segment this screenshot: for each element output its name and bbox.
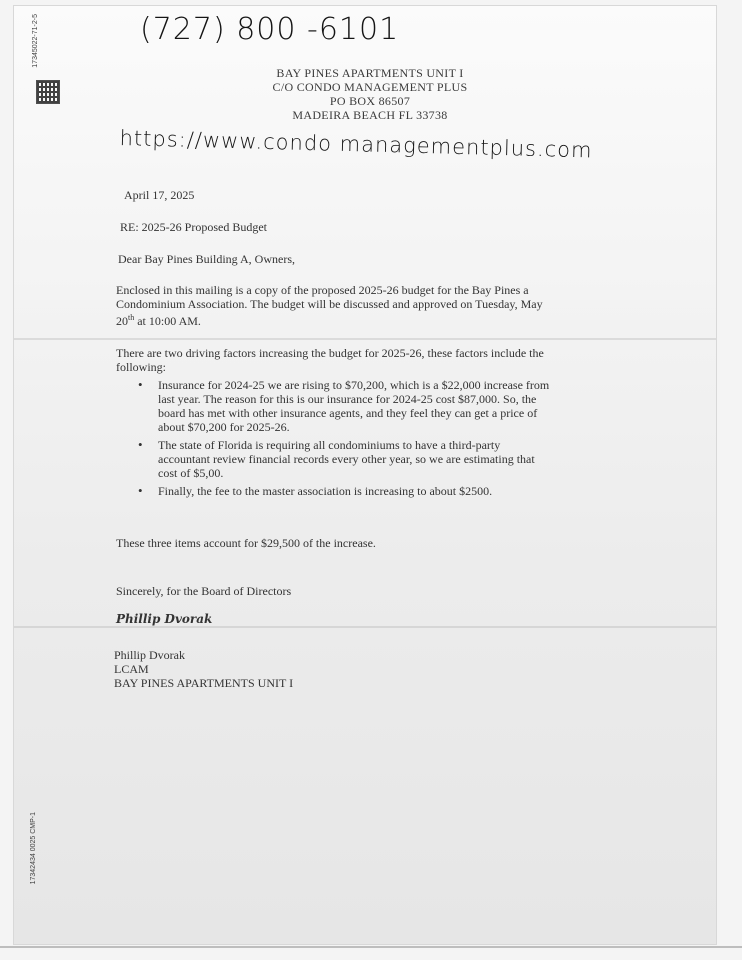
bullet-text-line: about $70,200 for 2025-26. [158,420,290,434]
paragraph-factors-line: There are two driving factors increasing the budget for 2025-26, these factors include the [116,346,544,360]
list-item [134,438,634,480]
paragraph-intro-line: Enclosed in this mailing is a copy of the proposed 2025-26 budget for the Bay Pines a [116,283,529,297]
closing-line: Sincerely, for the Board of Directors [116,584,292,598]
letterhead-line-1: BAY PINES APARTMENTS UNIT I [276,66,464,80]
meeting-time: at 10:00 AM. [134,314,201,328]
letterhead-line-3: PO BOX 86507 [329,94,411,108]
bullet-text-line: last year. The reason for this is our insurance for 2024-25 cost $87,000. So, the [158,392,537,406]
list-item [134,378,634,434]
list-item [134,484,634,498]
fold-line-upper [14,338,716,340]
meeting-day: 20 [116,314,128,328]
bullet-text-line: accountant review financial records every other year, so we are estimating that [158,452,535,466]
summary-line: These three items account for $29,500 of the increase. [116,536,376,550]
bullet-text-line: board has met with other insurance agents, and they feel they can get a price of [158,406,538,420]
bullet-text-line: • The state of Florida is requiring all condominiums to have a third-party [158,438,501,452]
bullet-text-line: cost of $5,00. [158,466,224,480]
paragraph-intro-line [116,311,636,328]
bullet-list [134,378,634,502]
letter-subject: RE: 2025-26 Proposed Budget [120,220,267,234]
signer-name: Phillip Dvorak [114,648,185,662]
handwritten-website: https://www.condo managementplus.com [119,126,593,163]
fold-line-lower [14,626,716,628]
paragraph-intro [116,283,636,328]
letterhead-line-4: MADEIRA BEACH FL 33738 [292,108,448,122]
handwritten-phone: (727) 800 -6101 [140,12,400,47]
side-barcode-text-top: 17345022-71-2-5 [32,14,39,68]
signer-title: LCAM [114,662,149,676]
letter-salutation: Dear Bay Pines Building A, Owners, [118,252,295,266]
bullet-text-line: • Insurance for 2024-25 we are rising to $70,200, which is a $22,000 increase from [158,378,550,392]
signer-organization: BAY PINES APARTMENTS UNIT I [114,676,294,690]
letterhead-line-2: C/O CONDO MANAGEMENT PLUS [272,80,468,94]
letterhead [250,66,490,122]
meeting-day-suffix: th [128,313,135,322]
letter-date: April 17, 2025 [124,188,195,202]
bullet-text-line: • Finally, the fee to the master association is increasing to about $2500. [158,484,493,498]
signer-block [114,648,293,690]
qr-code-icon [36,80,60,104]
page-edge [0,946,742,948]
paragraph-factors-line: following: [116,360,166,374]
side-barcode-text-bottom: 17342434 0025 CMP-1 [30,812,37,885]
signature: Phillip Dvorak [116,612,213,626]
paragraph-intro-line: Condominium Association. The budget will be discussed and approved on Tuesday, May [116,297,543,311]
paragraph-factors [116,346,636,374]
